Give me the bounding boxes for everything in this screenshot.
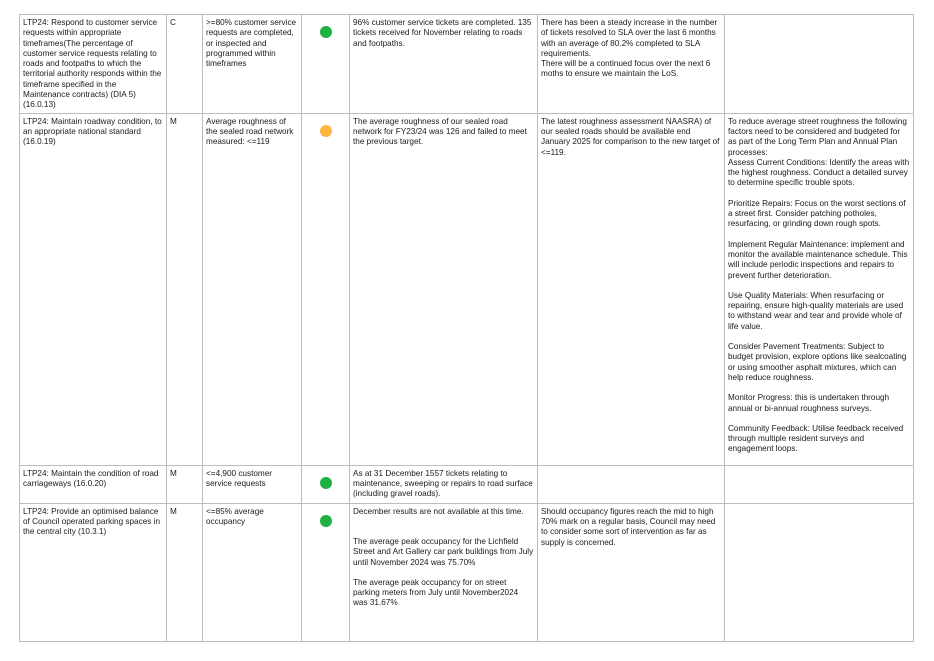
action-text: Assess Current Conditions: Identify the areas with the highest roughness. Conduct a detailed survey to determine specific trouble spots. xyxy=(728,157,910,188)
target-text: >=80% customer service requests are completed, or inspected and programmed within timeframes xyxy=(206,18,297,69)
table-row xyxy=(20,465,914,503)
type-cell xyxy=(167,465,203,503)
target-text: <=85% average occupancy xyxy=(206,506,264,526)
result-text: The average peak occupancy for on street parking meters from July until November2024 was 31.67% xyxy=(353,577,519,608)
measure-cell xyxy=(20,465,167,503)
commentary-text: The latest roughness assessment NAASRA) of our sealed roads should be available end January 2025 for comparison to the new target of <=119. xyxy=(541,116,720,157)
result-text: As at 31 December 1557 tickets relating to maintenance, sweeping or repairs to road surface (including gravel roads). xyxy=(353,468,533,499)
report-page xyxy=(19,14,913,642)
status-cell xyxy=(302,113,350,465)
result-cell xyxy=(350,113,538,465)
action-text: Implement Regular Maintenance: implement and monitor the available maintenance schedule. This will include periodic inspections and repairs to prevent further deterioration. xyxy=(728,239,908,280)
measure-text: LTP24: Maintain the condition of road carriageways (16.0.20) xyxy=(23,468,159,488)
action-text: Consider Pavement Treatments: Subject to budget provision, explore options like sealcoating or using smoother asphalt mixtures, which can help reduce roughness. xyxy=(728,342,907,382)
actions-cell xyxy=(725,503,914,641)
action-text: Community Feedback: Utilise feedback received through multiple resident surveys and engagement loops. xyxy=(728,423,904,454)
status-indicator-amber xyxy=(320,125,332,137)
target-cell xyxy=(203,113,302,465)
type-cell xyxy=(167,113,203,465)
result-cell xyxy=(350,15,538,114)
status-indicator-green xyxy=(320,26,332,38)
target-cell xyxy=(203,15,302,114)
measure-cell xyxy=(20,15,167,114)
result-text: December results are not available at this time. xyxy=(353,506,524,516)
result-text: The average roughness of our sealed road network for FY23/24 was 126 and failed to meet the previous target. xyxy=(353,116,527,147)
table-row xyxy=(20,503,914,641)
type-text: M xyxy=(170,116,177,126)
status-indicator-green xyxy=(320,515,332,527)
commentary-text: Should occupancy figures reach the mid to high 70% mark on a regular basis, Council may need to consider some sort of intervention as far as supply is concerned. xyxy=(541,506,716,547)
target-text: <=4,900 customer service requests xyxy=(206,468,272,488)
type-text: M xyxy=(170,468,177,478)
action-text: Prioritize Repairs: Focus on the worst sections of a street first. Consider patching potholes, resurfacing, or grinding down rough spots. xyxy=(728,198,906,229)
commentary-cell xyxy=(538,465,725,503)
commentary-text: There has been a steady increase in the number of tickets resolved to SLA over the last 6 months with an average of 80.2% completed to SLA requirements. xyxy=(541,18,718,58)
target-cell xyxy=(203,503,302,641)
action-text: To reduce average street roughness the following factors need to be considered and budgeted for as part of the Long Term Plan and Annual Plan processes: xyxy=(728,116,907,157)
measure-cell xyxy=(20,113,167,465)
measure-text: LTP24: Provide an optimised balance of Council operated parking spaces in the central city (10.3.1) xyxy=(23,506,160,537)
target-text: Average roughness of the sealed road network measured: <=119 xyxy=(206,116,294,147)
commentary-cell xyxy=(538,15,725,114)
result-text: 96% customer service tickets are completed. 135 tickets received for November relating to roads and footpaths. xyxy=(353,18,532,48)
commentary-text: There will be a continued focus over the next 6 moths to ensure we maintain the LoS. xyxy=(541,59,711,79)
table-row xyxy=(20,113,914,465)
status-cell xyxy=(302,465,350,503)
type-text: M xyxy=(170,506,177,516)
status-indicator-green xyxy=(320,477,332,489)
measure-cell xyxy=(20,503,167,641)
result-text: The average peak occupancy for the Lichfield Street and Art Gallery car park buildings from July until November 2024 was 75.70% xyxy=(353,536,534,567)
performance-measures-table xyxy=(19,14,914,642)
commentary-cell xyxy=(538,503,725,641)
action-text: Monitor Progress: this is undertaken through annual or bi-annual roughness surveys. xyxy=(728,393,890,413)
measure-text: LTP24: Respond to customer service requests within appropriate timeframes(The percentage of customer service requests relating to roads and footpaths to which the territorial authority responds within the timeframe specified in the Maintenance contracts) (DIA 5) (16.0.13) xyxy=(23,18,162,110)
target-cell xyxy=(203,465,302,503)
result-cell xyxy=(350,503,538,641)
result-cell xyxy=(350,465,538,503)
action-text: Use Quality Materials: When resurfacing or repairing, ensure high-quality materials are used to withstand wear and tear and provide whole of life value. xyxy=(728,290,904,331)
type-text: C xyxy=(170,18,176,27)
measure-text: LTP24: Maintain roadway condition, to an appropriate national standard (16.0.19) xyxy=(23,116,162,147)
type-cell xyxy=(167,15,203,114)
actions-cell xyxy=(725,15,914,114)
actions-cell xyxy=(725,465,914,503)
type-cell xyxy=(167,503,203,641)
commentary-cell xyxy=(538,113,725,465)
table-row xyxy=(20,15,914,114)
status-cell xyxy=(302,503,350,641)
actions-cell xyxy=(725,113,914,465)
status-cell xyxy=(302,15,350,114)
